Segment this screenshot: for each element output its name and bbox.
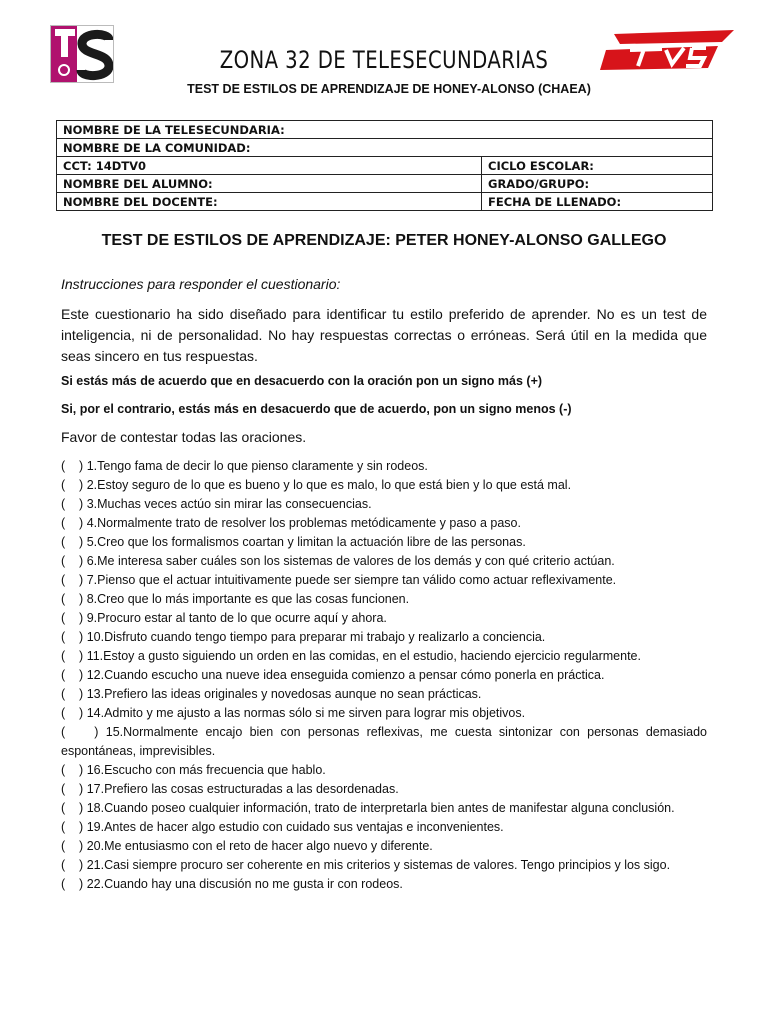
item-text: 9.Procuro estar al tanto de lo que ocurre aquí y ahora. (86, 611, 387, 625)
answer-blank[interactable]: ( ) (61, 839, 84, 853)
answer-blank[interactable]: ( ) (61, 478, 84, 492)
answer-blank[interactable]: ( ) (61, 706, 84, 720)
answer-blank[interactable]: ( ) (61, 725, 99, 739)
questionnaire-item (61, 476, 707, 495)
questionnaire-item (61, 552, 707, 571)
questionnaire-item (61, 685, 707, 704)
item-text: 3.Muchas veces actúo sin mirar las consecuencias. (86, 497, 372, 511)
teacher-name-field[interactable]: NOMBRE DEL DOCENTE: (57, 193, 482, 211)
questionnaire-item (61, 647, 707, 666)
item-text: 11.Estoy a gusto siguiendo un orden en las comidas, en el estudio, haciendo ejercicio regularmente. (86, 649, 641, 663)
answer-blank[interactable]: ( ) (61, 858, 84, 872)
cct-field[interactable]: CCT: 14DTV0 (57, 157, 482, 175)
instructions-paragraph: Este cuestionario ha sido diseñado para identificar tu estilo preferido de aprender. No es un test de inteligencia, ni de personalidad. No hay respuestas correctas o erróneas. Será útil en la medida que seas sincero en tus respuestas. (61, 306, 707, 364)
item-text: 12.Cuando escucho una nueve idea enseguida comienzo a pensar cómo ponerla en práctica. (86, 668, 605, 682)
main-title: TEST DE ESTILOS DE APRENDIZAJE: PETER HONEY-ALONSO GALLEGO (101, 232, 667, 249)
questionnaire-item (61, 761, 707, 780)
answer-blank[interactable]: ( ) (61, 877, 84, 891)
questionnaire-item (61, 590, 707, 609)
questionnaire-item (61, 704, 707, 723)
item-text: 14.Admito y me ajusto a las normas sólo si me sirven para lograr mis objetivos. (86, 706, 526, 720)
answer-blank[interactable]: ( ) (61, 687, 84, 701)
item-text: 21.Casi siempre procuro ser coherente en mis criterios y sistemas de valores. Tengo principios y los sigo. (86, 858, 671, 872)
info-row (57, 121, 713, 139)
answer-blank[interactable]: ( ) (61, 535, 84, 549)
answer-blank[interactable]: ( ) (61, 820, 84, 834)
fill-date-field[interactable]: FECHA DE LLENADO: (482, 193, 713, 211)
questionnaire-item (61, 533, 707, 552)
school-name-field[interactable]: NOMBRE DE LA TELESECUNDARIA: (57, 121, 713, 139)
item-text: 4.Normalmente trato de resolver los problemas metódicamente y paso a paso. (86, 516, 521, 530)
answer-blank[interactable]: ( ) (61, 573, 84, 587)
community-name-field[interactable]: NOMBRE DE LA COMUNIDAD: (57, 139, 713, 157)
item-text: 6.Me interesa saber cuáles son los sistemas de valores de los demás y con qué criterio actúan. (86, 554, 615, 568)
questionnaire-item (61, 514, 707, 533)
item-text: 8.Creo que lo más importante es que las cosas funcionen. (86, 592, 410, 606)
answer-blank[interactable]: ( ) (61, 801, 84, 815)
item-text: 10.Disfruto cuando tengo tiempo para preparar mi trabajo y realizarlo a conciencia. (86, 630, 546, 644)
questionnaire-item (61, 609, 707, 628)
questionnaire-item (61, 780, 707, 799)
answer-blank[interactable]: ( ) (61, 649, 84, 663)
item-text: 15.Normalmente encajo bien con personas reflexivas, me cuesta sintonizar con personas demasiado espontáneas, imprevisibles. (61, 725, 708, 758)
answer-blank[interactable]: ( ) (61, 630, 84, 644)
answer-blank[interactable]: ( ) (61, 459, 84, 473)
answer-all-note: Favor de contestar todas las oraciones. (61, 429, 307, 445)
minus-sign-rule: Si, por el contrario, estás más en desacuerdo que de acuerdo, pon un signo menos (-) (61, 402, 572, 416)
answer-blank[interactable]: ( ) (61, 782, 84, 796)
item-text: 13.Prefiero las ideas originales y novedosas aunque no sean prácticas. (86, 687, 482, 701)
answer-blank[interactable]: ( ) (61, 497, 84, 511)
questionnaire-item (61, 875, 707, 894)
questionnaire-item (61, 723, 707, 761)
questionnaire-items (61, 457, 707, 894)
answer-blank[interactable]: ( ) (61, 554, 84, 568)
item-text: 18.Cuando poseo cualquier información, trato de interpretarla bien antes de manifestar alguna conclusión. (86, 801, 675, 815)
info-row (57, 157, 713, 175)
test-subtitle: TEST DE ESTILOS DE APRENDIZAJE DE HONEY-ALONSO (CHAEA) (187, 82, 591, 96)
answer-blank[interactable]: ( ) (61, 611, 84, 625)
item-text: 17.Prefiero las cosas estructuradas a las desordenadas. (86, 782, 399, 796)
school-info-table (56, 120, 713, 211)
item-text: 20.Me entusiasmo con el reto de hacer algo nuevo y diferente. (86, 839, 433, 853)
school-year-field[interactable]: CICLO ESCOLAR: (482, 157, 713, 175)
questionnaire-item (61, 837, 707, 856)
item-text: 7.Pienso que el actuar intuitivamente puede ser siempre tan válido como actuar reflexivamente. (86, 573, 617, 587)
instructions-heading: Instrucciones para responder el cuestionario: (61, 276, 341, 292)
item-text: 2.Estoy seguro de lo que es bueno y lo que es malo, lo que está bien y lo que está mal. (86, 478, 572, 492)
info-row (57, 175, 713, 193)
answer-blank[interactable]: ( ) (61, 516, 84, 530)
info-row (57, 193, 713, 211)
answer-blank[interactable]: ( ) (61, 763, 84, 777)
questionnaire-item (61, 799, 707, 818)
info-row (57, 139, 713, 157)
item-text: 22.Cuando hay una discusión no me gusta ir con rodeos. (86, 877, 403, 891)
item-text: 16.Escucho con más frecuencia que hablo. (86, 763, 326, 777)
questionnaire-item (61, 818, 707, 837)
student-name-field[interactable]: NOMBRE DEL ALUMNO: (57, 175, 482, 193)
item-text: 1.Tengo fama de decir lo que pienso claramente y sin rodeos. (86, 459, 428, 473)
plus-sign-rule: Si estás más de acuerdo que en desacuerdo con la oración pon un signo más (+) (61, 374, 543, 388)
questionnaire-item (61, 571, 707, 590)
questionnaire-item (61, 457, 707, 476)
questionnaire-item (61, 856, 707, 875)
answer-blank[interactable]: ( ) (61, 592, 84, 606)
questionnaire-item (61, 495, 707, 514)
grade-group-field[interactable]: GRADO/GRUPO: (482, 175, 713, 193)
questionnaire-item (61, 628, 707, 647)
item-text: 19.Antes de hacer algo estudio con cuidado sus ventajas e inconvenientes. (86, 820, 504, 834)
questionnaire-item (61, 666, 707, 685)
answer-blank[interactable]: ( ) (61, 668, 84, 682)
item-text: 5.Creo que los formalismos coartan y limitan la actuación libre de las personas. (86, 535, 526, 549)
zone-title: ZONA 32 DE TELESECUNDARIAS (219, 46, 549, 74)
